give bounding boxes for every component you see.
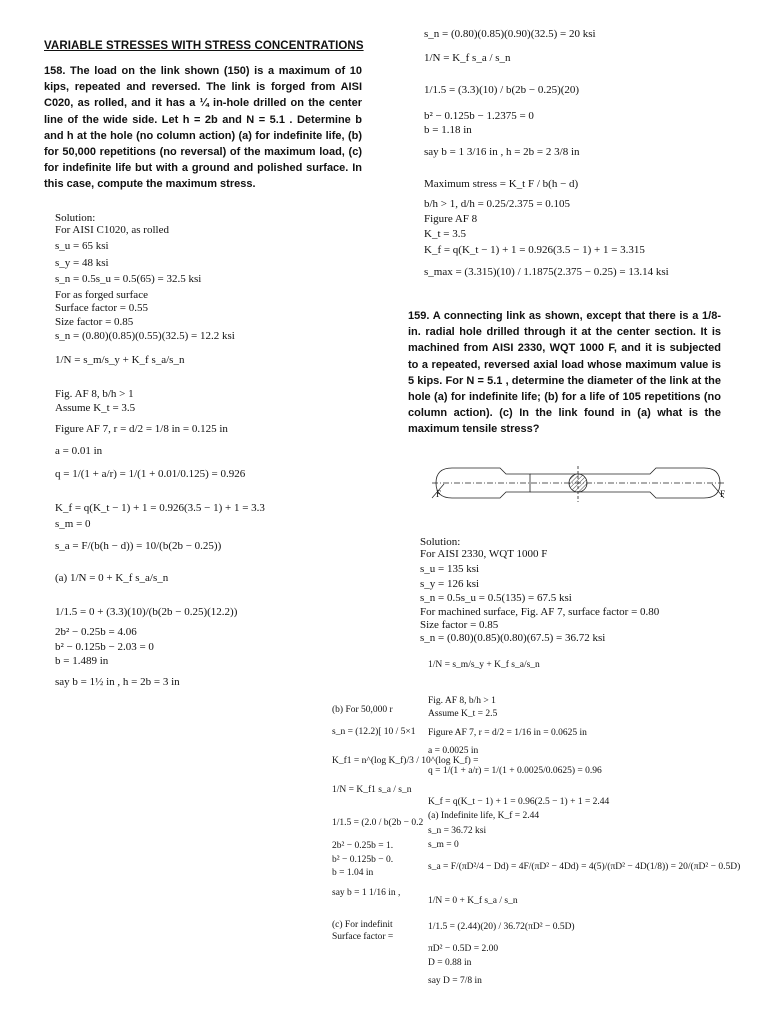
sol159-line: Solution: xyxy=(420,536,461,548)
sol158-line: Size factor = 0.85 xyxy=(55,316,134,328)
sol158b-line: 2b² − 0.25b = 1. xyxy=(332,841,394,851)
sol158-line: For as forged surface xyxy=(55,289,148,301)
sol159-line: s_n = 0.5s_u = 0.5(135) = 67.5 ksi xyxy=(420,592,572,604)
sol158b-line: Surface factor = xyxy=(332,932,394,942)
sol158b-line: (b) For 50,000 r xyxy=(332,705,393,715)
sol158b-line: 1/N = K_f1 s_a / s_n xyxy=(332,785,412,795)
sol159-line: 1/1.5 = (2.44)(20) / 36.72(πD² − 0.5D) xyxy=(428,922,575,932)
sol159-line: K_f = q(K_t − 1) + 1 = 0.96(2.5 − 1) + 1 = 2.44 xyxy=(428,797,610,807)
sol158-line: s_y = 48 ksi xyxy=(55,257,109,269)
sol159-line: 1/N = s_m/s_y + K_f s_a/s_n xyxy=(428,660,540,670)
sol159-line: q = 1/(1 + a/r) = 1/(1 + 0.0025/0.0625) = 0.96 xyxy=(428,766,602,776)
sol159-line: πD² − 0.5D = 2.00 xyxy=(428,944,499,954)
sol158-line: b² − 0.125b − 2.03 = 0 xyxy=(55,641,154,653)
sol158-line: s_m = 0 xyxy=(55,518,91,530)
sol159-line: s_n = 36.72 ksi xyxy=(428,826,487,836)
problem-159-statement: 159. A connecting link as shown, except that there is a 1/8-in. radial hole drilled through it at the center section. It is machined from AISI 2330, WQT 1000 F, and it is subjected to a repeated, reversed axial load whose maximum value is 5 kips. For N = 5.1 , determine the diameter of the link at the hole (a) for indefinite life; (b) for a life of 105 repetitions (no column action). (c) In the link found in (a) what is the maximum tensile stress? xyxy=(408,310,721,436)
sol158r-line: K_f = q(K_t − 1) + 1 = 0.926(3.5 − 1) + 1 = 3.315 xyxy=(424,244,645,256)
sol158-line: Surface factor = 0.55 xyxy=(55,302,148,314)
sol159-line: (a) Indefinite life, K_f = 2.44 xyxy=(428,811,540,821)
sol159-line: s_m = 0 xyxy=(428,840,459,850)
sol158r-line: 1/N = K_f s_a / s_n xyxy=(424,52,511,64)
sol158-line: say b = 1½ in , h = 2b = 3 in xyxy=(55,676,180,688)
sol158r-line: b² − 0.125b − 1.2375 = 0 xyxy=(424,110,534,122)
sol159-line: For machined surface, Fig. AF 7, surface factor = 0.80 xyxy=(420,606,660,618)
sol158b-line: 1/1.5 = (2.0 / b(2b − 0.2 xyxy=(332,818,424,828)
sol158r-line: Figure AF 8 xyxy=(424,213,478,225)
sol159-line: D = 0.88 in xyxy=(428,958,472,968)
sol158-line: K_f = q(K_t − 1) + 1 = 0.926(3.5 − 1) + 1 = 3.3 xyxy=(55,502,265,514)
sol158-line: For AISI C1020, as rolled xyxy=(55,224,169,236)
sol159-line: For AISI 2330, WQT 1000 F xyxy=(420,548,548,560)
sol158-line: Fig. AF 8, b/h > 1 xyxy=(55,388,134,400)
sol158r-line: 1/1.5 = (3.3)(10) / b(2b − 0.25)(20) xyxy=(424,84,580,96)
sol158r-line: s_n = (0.80)(0.85)(0.90)(32.5) = 20 ksi xyxy=(424,28,596,40)
sol158b-line: say b = 1 1/16 in , xyxy=(332,888,401,898)
sol158r-line: s_max = (3.315)(10) / 1.1875(2.375 − 0.25) = 13.14 ksi xyxy=(424,266,669,278)
sol158-line: 1/N = s_m/s_y + K_f s_a/s_n xyxy=(55,354,185,366)
sol158-line: Assume K_t = 3.5 xyxy=(55,402,136,414)
sol158b-line: (c) For indefinit xyxy=(332,920,393,930)
sol158-line: (a) 1/N = 0 + K_f s_a/s_n xyxy=(55,572,169,584)
sol158r-line: b/h > 1, d/h = 0.25/2.375 = 0.105 xyxy=(424,198,571,210)
sol158b-line: b² − 0.125b − 0. xyxy=(332,855,394,865)
sol159-line: Assume K_t = 2.5 xyxy=(428,709,498,719)
sol159-line: s_y = 126 ksi xyxy=(420,578,480,590)
figure-force-label-right: F xyxy=(720,489,726,499)
sol158-line: s_n = (0.80)(0.85)(0.55)(32.5) = 12.2 ksi xyxy=(55,330,235,342)
sol158-line: a = 0.01 in xyxy=(55,445,103,457)
sol158b-line: s_n = (12.2)[ 10 / 5×1 xyxy=(332,727,416,737)
sol158-line: s_a = F/(b(h − d)) = 10/(b(2b − 0.25)) xyxy=(55,540,222,552)
sol159-line: s_n = (0.80)(0.85)(0.80)(67.5) = 36.72 ksi xyxy=(420,632,606,644)
section-heading: VARIABLE STRESSES WITH STRESS CONCENTRATIONS xyxy=(44,40,364,52)
sol158b-line: K_f1 = n^(log K_f)/3 / 10^(log K_f) = xyxy=(332,756,479,766)
sol158r-line: Maximum stress = K_t F / b(h − d) xyxy=(424,178,579,190)
sol159-line: 1/N = 0 + K_f s_a / s_n xyxy=(428,896,518,906)
sol158-line: 2b² − 0.25b = 4.06 xyxy=(55,626,137,638)
sol158r-line: b = 1.18 in xyxy=(424,124,472,136)
figure-force-label-left: F xyxy=(436,489,442,499)
sol159-line: Fig. AF 8, b/h > 1 xyxy=(428,696,496,706)
sol159-line: s_u = 135 ksi xyxy=(420,563,480,575)
sol158-line: Figure AF 7, r = d/2 = 1/8 in = 0.125 in xyxy=(55,423,228,435)
sol158r-line: K_t = 3.5 xyxy=(424,228,466,240)
sol158-line: q = 1/(1 + a/r) = 1/(1 + 0.01/0.125) = 0.926 xyxy=(55,468,246,480)
radial-hole xyxy=(569,474,587,492)
sol159-line: a = 0.0025 in xyxy=(428,746,479,756)
connecting-link-figure xyxy=(430,462,726,508)
sol158-line: b = 1.489 in xyxy=(55,655,109,667)
sol159-line: Size factor = 0.85 xyxy=(420,619,499,631)
problem-158-statement: 158. The load on the link shown (150) is a maximum of 10 kips, repeated and reversed. The link is forged from AISI C020, as rolled, and it has a ¼ in-hole drilled on the center line of the wide side. Let h = 2b and N = 5.1 . Determine b and h at the hole (no column action) (a) for indefinite life, (b) for 50,000 repetitions (no reversal) of the maximum load, (c) for indefinite life but with a ground and polished surface. In this case, compute the maximum stress. xyxy=(44,65,362,191)
sol159-line: Figure AF 7, r = d/2 = 1/16 in = 0.0625 in xyxy=(428,728,587,738)
sol158-line: Solution: xyxy=(55,212,96,224)
sol159-line: s_a = F/(πD²/4 − Dd) = 4F/(πD² − 4Dd) = 4(5)/(πD² − 4D(1/8)) = 20/(πD² − 0.5D) xyxy=(428,862,741,872)
sol158-line: s_u = 65 ksi xyxy=(55,240,109,252)
sol158-line: 1/1.5 = 0 + (3.3)(10)/(b(2b − 0.25)(12.2)) xyxy=(55,606,238,618)
sol159-line: say D = 7/8 in xyxy=(428,976,482,986)
sol158b-line: b = 1.04 in xyxy=(332,868,374,878)
sol158-line: s_n = 0.5s_u = 0.5(65) = 32.5 ksi xyxy=(55,273,202,285)
sol158r-line: say b = 1 3/16 in , h = 2b = 2 3/8 in xyxy=(424,146,580,158)
